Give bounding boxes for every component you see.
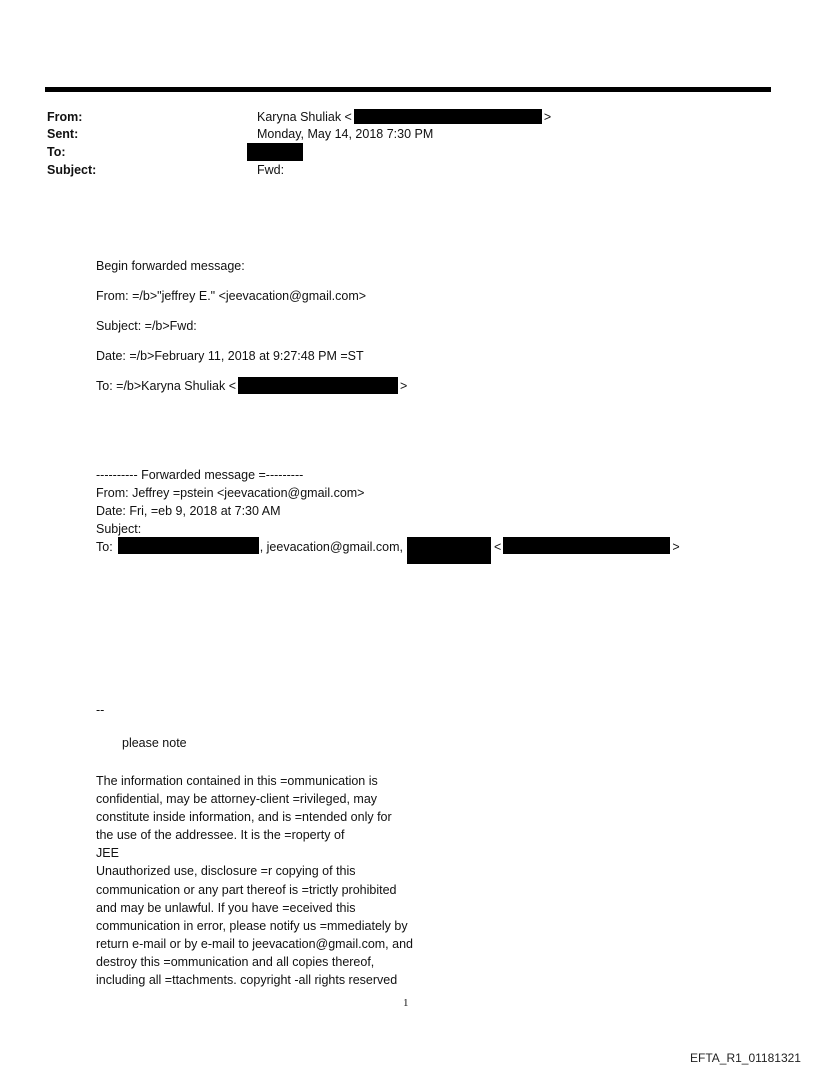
forward1-date: Date: =/b>February 11, 2018 at 9:27:48 PM =ST [96, 349, 364, 363]
forward2-from: From: Jeffrey =pstein <jeevacation@gmail.com> [96, 486, 365, 500]
forward1-from: From: =/b>"jeffrey E." <jeevacation@gmail.com> [96, 289, 367, 303]
sent-label: Sent: [47, 127, 79, 141]
redaction-block [118, 537, 259, 554]
header-rule [45, 87, 771, 92]
redaction-block [407, 537, 491, 564]
signature-dashes: -- [96, 703, 105, 717]
forward1-to-line [96, 379, 407, 394]
forward-intro: Begin forwarded message: [96, 259, 245, 273]
page-number: 1 [403, 997, 409, 1009]
forward2-to-line [96, 540, 680, 564]
forward2-subject: Subject: [96, 522, 142, 536]
forward2-to-middle: , jeevacation@gmail.com, [259, 540, 403, 554]
forward2-to-gt: > [672, 540, 680, 554]
forward1-to-close: > [400, 379, 408, 393]
from-value: Karyna Shuliak < [257, 110, 352, 124]
forward2-divider: ---------- Forwarded message =--------- [96, 468, 304, 482]
disclaimer-text: The information contained in this =ommunication is confidential, may be attorney-client =rivileged, may constitute inside information, and is =ntended only for the use of the addressee. It is the =roperty of JEE Unauthorized use, disclosure =r copying of this communication or any part thereof is =trictly prohibited and may be unlawful. If you have =eceived this communication in error, please notify us =mmediately by return e-mail or by e-mail to jeevacation@gmail.com, and destroy this =ommunication and all copies thereof, including all =ttachments. copyright -all rights reserved [96, 774, 413, 988]
redaction-block [247, 143, 303, 161]
redaction-block [354, 109, 542, 124]
sent-value: Monday, May 14, 2018 7:30 PM [257, 127, 434, 141]
forward2-date: Date: Fri, =eb 9, 2018 at 7:30 AM [96, 504, 281, 518]
signature-note: please note [122, 736, 187, 750]
redaction-block [238, 377, 398, 394]
document-id: EFTA_R1_01181321 [690, 1051, 801, 1065]
redaction-block [503, 537, 670, 554]
subject-value: Fwd: [257, 163, 285, 177]
forward2-to-label: To: [96, 540, 113, 554]
forward2-to-lt: < [494, 540, 502, 554]
to-label: To: [47, 145, 66, 159]
from-line [257, 110, 551, 125]
from-label: From: [47, 110, 83, 124]
forward1-subject: Subject: =/b>Fwd: [96, 319, 197, 333]
from-close: > [543, 110, 552, 124]
forward1-to: To: =/b>Karyna Shuliak < [96, 379, 237, 393]
subject-label: Subject: [47, 163, 97, 177]
